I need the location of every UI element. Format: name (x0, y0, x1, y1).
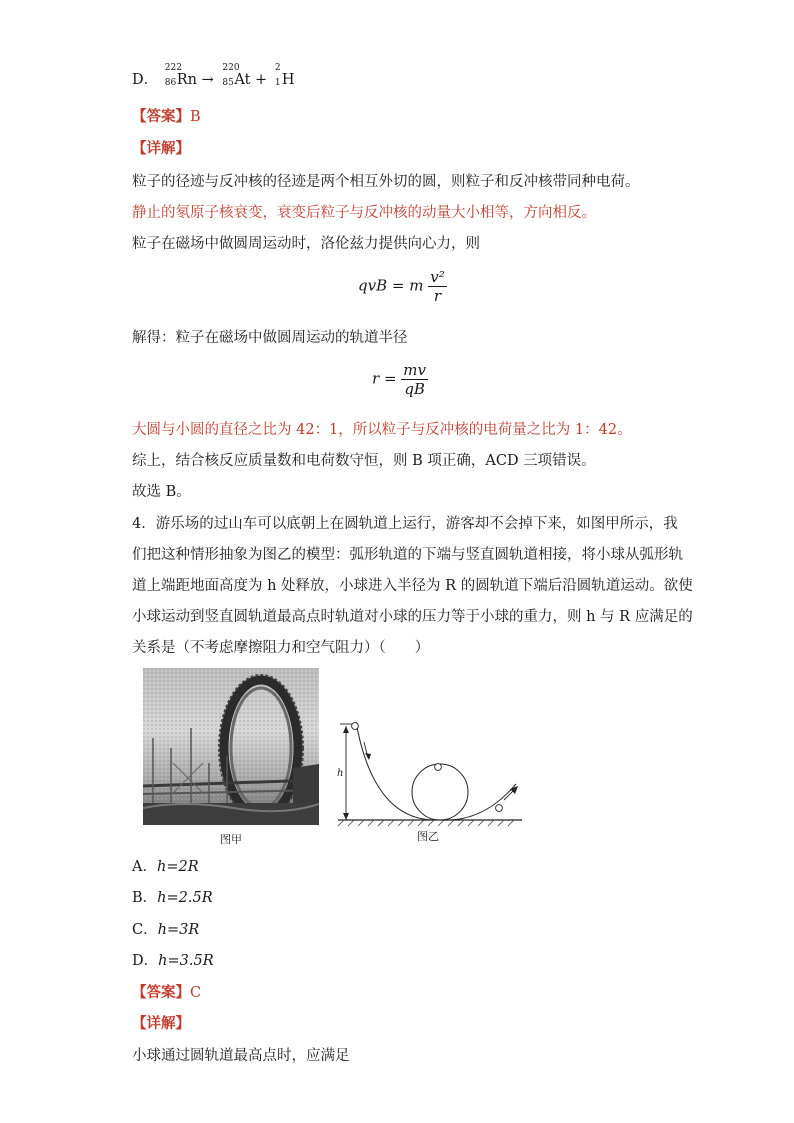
figure-b-caption: 图乙 (417, 830, 439, 843)
height-label: h (337, 768, 344, 779)
option-a-letter: A． (132, 859, 157, 875)
h-mass: 2 (274, 63, 281, 73)
para-8: 小球通过圆轨道最高点时，应满足 (132, 1048, 350, 1064)
question-4-line-4: 小球运动到竖直圆轨道最高点时轨道对小球的压力等于小球的重力，则 h 与 R 应满足的 (132, 609, 693, 625)
formula1-den: r (433, 287, 442, 305)
para-6: 综上，结合核反应质量数和电荷数守恒，则 B 项正确，ACD 三项错误。 (132, 453, 596, 469)
height-arrow-bottom (343, 813, 349, 820)
ball-exit (496, 805, 503, 812)
formula2-lhs: r (372, 369, 380, 388)
option-c-letter: C． (132, 922, 158, 938)
rn-mass: 222 (164, 63, 182, 73)
answer-2 (132, 983, 201, 1003)
para-7: 故选 B。 (132, 484, 191, 500)
formula1-lhs: qvB (358, 276, 388, 295)
formula2-fraction (401, 361, 428, 398)
answer-1 (132, 107, 201, 127)
formula1-fraction (428, 268, 447, 305)
question-4-line-5: 关系是（不考虑摩擦阻力和空气阻力）（ ） (132, 640, 430, 656)
option-d-nuclear (132, 63, 295, 90)
rn-symbol: Rn (176, 72, 198, 88)
option-b (132, 888, 213, 908)
option-b-letter: B． (132, 890, 158, 906)
roller-coaster-photo (143, 668, 319, 825)
option-d (132, 951, 214, 971)
nuclide-at (222, 63, 251, 90)
para-4: 解得：粒子在磁场中做圆周运动的轨道半径 (132, 330, 408, 346)
answer-value-2: C (190, 985, 202, 1001)
nuclide-h (274, 63, 295, 90)
option-d-expr: h=3.5R (158, 953, 214, 969)
h-z: 1 (274, 78, 281, 88)
formula2-den: qB (404, 380, 425, 398)
formula1-eq: = (387, 276, 410, 295)
formula2-eq: = (379, 369, 402, 388)
answer-label: 【答案】 (132, 108, 190, 125)
question-4-line-2: 们把这种情形抽象为图乙的模型：弧形轨道的下端与竖直圆轨道相接，将小球从弧形轨 (132, 547, 683, 563)
question-4-line-3: 道上端距地面高度为 h 处释放，小球进入半径为 R 的圆轨道下端后沿圆轨道运动。欲使 (132, 578, 693, 594)
ball-start (352, 723, 359, 730)
para-3: 粒子在磁场中做圆周运动时，洛伦兹力提供向心力，则 (132, 236, 480, 252)
track-model-diagram (334, 712, 524, 830)
option-d-label: D． (132, 72, 159, 88)
formula-lorentz (358, 268, 447, 305)
arc-track (356, 722, 438, 820)
ground-hatch (338, 820, 514, 826)
option-d-letter: D． (132, 953, 159, 969)
ball-top (435, 764, 442, 771)
loop-track (412, 764, 468, 820)
option-a-expr: h=2R (156, 859, 199, 875)
h-symbol: H (281, 72, 295, 88)
option-a (132, 857, 199, 877)
height-arrow-top (343, 726, 349, 733)
at-symbol: At (234, 72, 251, 88)
at-z: 85 (222, 78, 234, 88)
detail-label-1: 【详解】 (132, 140, 190, 157)
arrow: → (201, 72, 214, 88)
figure-a-caption: 图甲 (220, 833, 242, 846)
rn-z: 86 (164, 78, 177, 88)
exit-track (442, 784, 516, 820)
at-mass: 220 (222, 63, 240, 73)
option-c (132, 920, 199, 940)
answer-value: B (190, 109, 201, 125)
question-4-line-1: 4．游乐场的过山车可以底朝上在圆轨道上运行，游客却不会掉下来，如图甲所示，我 (132, 516, 678, 532)
option-b-expr: h=2.5R (157, 890, 213, 906)
detail-label-2: 【详解】 (132, 1015, 190, 1032)
formula1-num: v² (430, 268, 445, 286)
para-2: 静止的氡原子核衰变，衰变后粒子与反冲核的动量大小相等，方向相反。 (132, 205, 596, 221)
formula-radius (372, 361, 428, 398)
formula1-m: m (409, 276, 424, 295)
formula2-num: mv (403, 361, 426, 379)
option-c-expr: h=3R (157, 922, 200, 938)
para-1: 粒子的径迹与反冲核的径迹是两个相互外切的圆，则粒子和反冲核带同种电荷。 (132, 174, 640, 190)
answer-label-2: 【答案】 (132, 984, 190, 1001)
plus: + (255, 72, 268, 88)
nuclide-rn (164, 63, 198, 90)
para-5: 大圆与小圆的直径之比为 42：1，所以粒子与反冲核的电荷量之比为 1：42。 (132, 422, 632, 438)
